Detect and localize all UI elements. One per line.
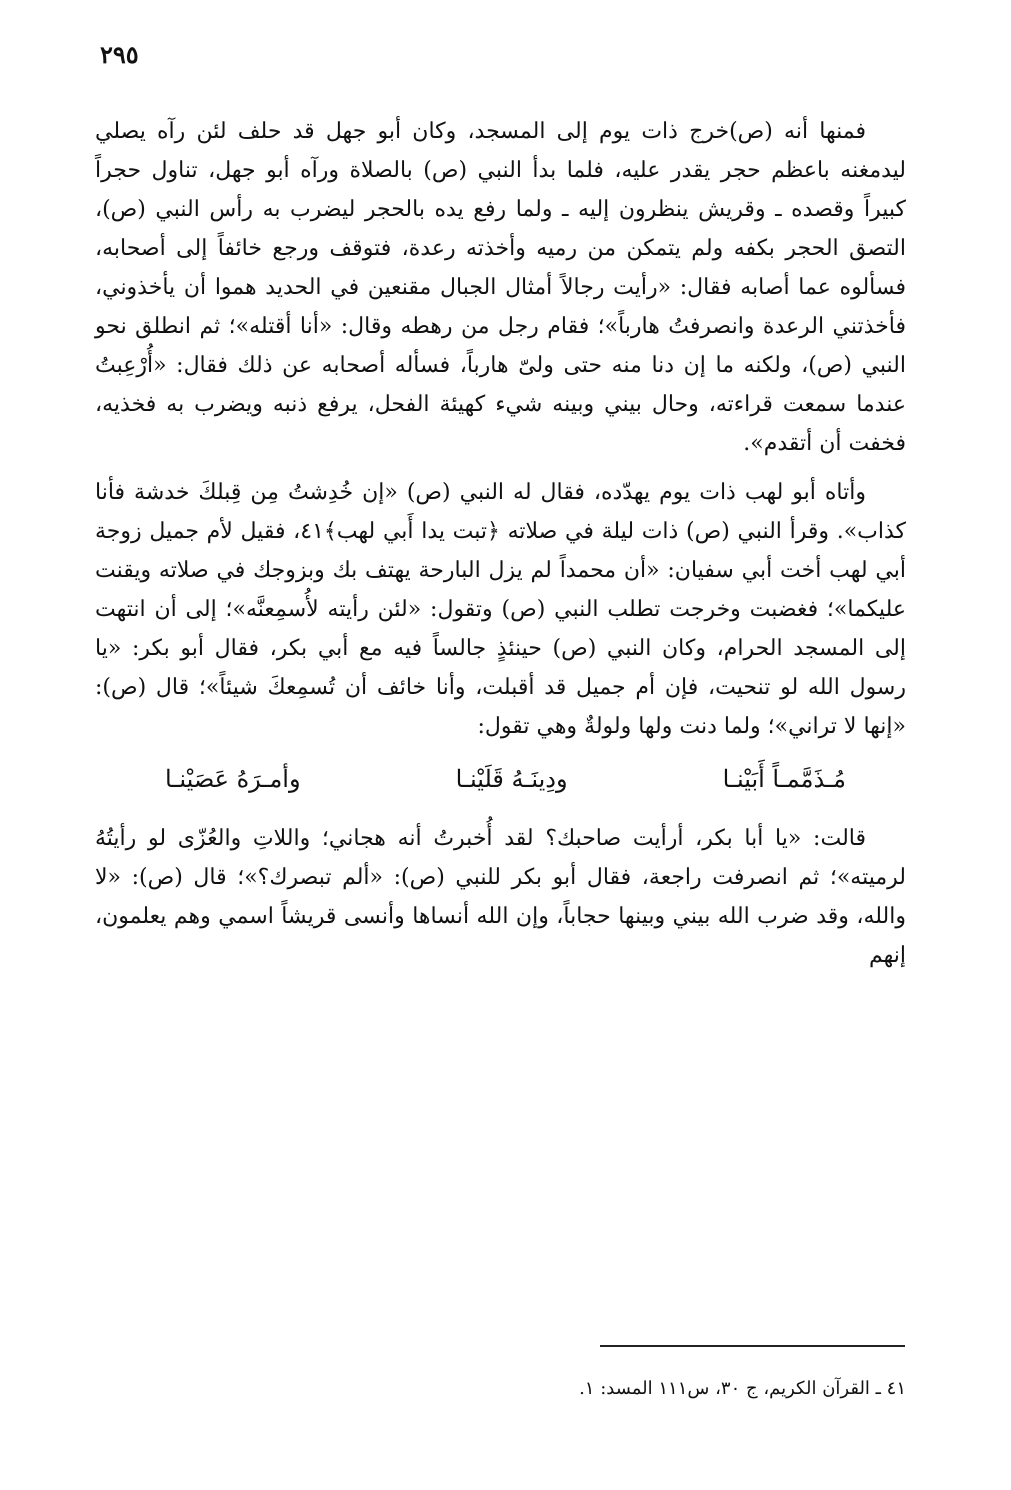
poem-hemistich: مُـذَمَّمـاً أَبَيْنـا: [722, 765, 846, 793]
body-text: [95, 112, 906, 985]
poem-verse: [165, 760, 846, 799]
page-number: ٢٩٥: [100, 40, 139, 69]
paragraph-abu-jahl: فمنها أنه (ص)خرج ذات يوم إلى المسجد، وكان أبو جهل قد حلف لئن رآه يصلي ليدمغنه باعظم حجر يقدر عليه، فلما بدأ النبي (ص) بالصلاة ورآه أبو جهل، تناول حجراً كبيراً وقصده ـ وقريش ينظرون إليه ـ ولما رفع يده بالحجر ليضرب به رأس النبي (ص)، التصق الحجر بكفه ولم يتمكن من رميه وأخذته رعدة، فتوقف ورجع خائفاً إلى أصحابه، فسألوه عما أصابه فقال: «رأيت رجالاً أمثال الجبال مقنعين في الحديد هموا أن يأخذوني، فأخذتني الرعدة وانصرفتُ هارباً»؛ فقام رجل من رهطه وقال: «أنا أقتله»؛ ثم انطلق نحو النبي (ص)، ولكنه ما إن دنا منه حتى ولىّ هارباً، فسأله أصحابه عن ذلك فقال: «أُرْعِبتُ عندما سمعت قراءته، وحال بيني وبينه شيء كهيئة الفحل، يرفع ذنبه ويضرب به فخذيه، فخفت أن أتقدم».: [95, 119, 906, 456]
footnote: ٤١ ـ القرآن الكريم، ج ٣٠، س١١١ المسد: ١.: [579, 1378, 906, 1399]
paragraph-abu-lahab: وأتاه أبو لهب ذات يوم يهدّده، فقال له النبي (ص) «إن خُدِشتُ مِن قِبلكَ خدشة فأنا كذاب». وقرأ النبي (ص) ذات ليلة في صلاته ﴿تبت يدا أَبي لهب﴾٤١، فقيل لأم جميل زوجة أبي لهب أخت أبي سفيان: «أن محمداً لم يزل البارحة يهتف بك وبزوجك في صلاته ويقنت عليكما»؛ فغضبت وخرجت تطلب النبي (ص) وتقول: «لئن رأيته لأُسمِعنَّه»؛ إلى أن انتهت إلى المسجد الحرام، وكان النبي (ص) حينئذٍ جالساً فيه مع أبي بكر، فقال أبو بكر: «يا رسول الله لو تنحيت، فإن أم جميل قد أقبلت، وأنا خائف أن تُسمِعكَ شيئاً»؛ قال (ص): «إنها لا تراني»؛ ولما دنت ولها ولولةٌ وهي تقول:: [95, 480, 907, 739]
paragraph-abu-bakr: قالت: «يا أبا بكر، أرأيت صاحبك؟ لقد أُخبرتُ أنه هجاني؛ واللاتِ والعُزّى لو رأيتُهُ لرميته»؛ ثم انصرفت راجعة، فقال أبو بكر للنبي (ص): «ألم تبصرك؟»؛ قال (ص): «لا والله، وقد ضرب الله بيني وبينها حجاباً، وإن الله أنساها وأنسى قريشاً اسمي وهم يعلمون، إنهم: [95, 826, 906, 968]
footnote-divider: [600, 1345, 905, 1347]
poem-hemistich: ودِينَـهُ قَلَيْنـا: [455, 765, 568, 793]
poem-hemistich: وأمـرَهُ عَصَيْنـا: [165, 765, 301, 793]
